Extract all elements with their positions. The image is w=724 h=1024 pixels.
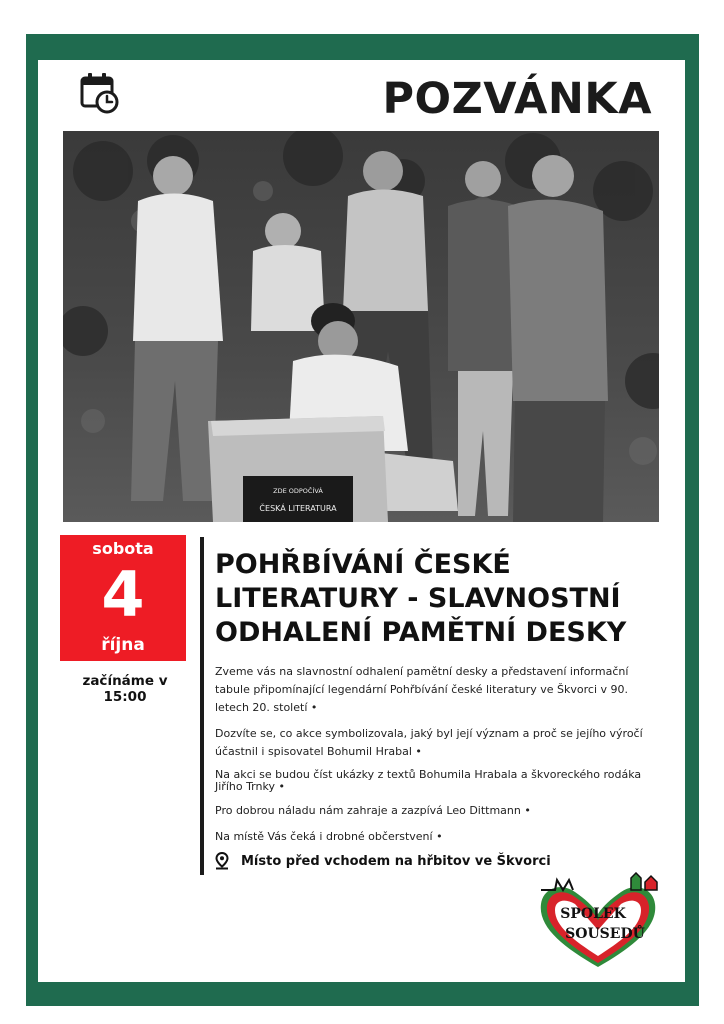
- date-month: října: [101, 635, 145, 655]
- start-time: začínáme v 15:00: [82, 673, 168, 705]
- plaque-text-1: ZDE ODPOČÍVÁ: [273, 487, 323, 495]
- event-location: [215, 852, 655, 870]
- description-paragraph: Na místě Vás čeká i drobné občerstvení •: [215, 830, 443, 843]
- spolek-sousedu-logo: [533, 872, 663, 972]
- group-photo: [63, 131, 659, 522]
- page-title: POZVÁNKA: [382, 74, 652, 124]
- description-paragraph: Na akci se budou číst ukázky z textů Bohumila Hrabala a škvoreckého rodáka Jiřího Trnky •: [215, 768, 642, 793]
- location-pin-icon: [215, 852, 229, 870]
- description-paragraph: Zveme vás na slavnostní odhalení pamětní desky a představení informační tabule připomínající legendární Pohřbívání české literatury ve Škvorci v 90. letech 20. století •: [215, 665, 629, 714]
- date-badge: [60, 535, 186, 661]
- date-day: 4: [101, 558, 145, 631]
- logo-text-2: SOUSEDŮ: [565, 926, 645, 942]
- plaque-text-2: ČESKÁ LITERATURA: [259, 504, 337, 513]
- logo-text-1: SPOLEK: [560, 906, 626, 922]
- location-text: Místo před vchodem na hřbitov ve Škvorci: [241, 853, 551, 869]
- event-description: [215, 663, 655, 854]
- event-title: POHŘBÍVÁNÍ ČESKÉ LITERATURY - SLAVNOSTNÍ ODHALENÍ PAMĚTNÍ DESKY: [215, 549, 627, 648]
- divider: [200, 537, 204, 875]
- date-weekday: sobota: [92, 539, 154, 558]
- description-paragraph: Pro dobrou náladu nám zahraje a zazpívá Leo Dittmann •: [215, 804, 531, 817]
- description-paragraph: Dozvíte se, co akce symbolizovala, jaký byl její význam a proč se jejího výročí účastnil i spisovatel Bohumil Hrabal •: [215, 727, 643, 758]
- calendar-clock-icon: [80, 72, 120, 114]
